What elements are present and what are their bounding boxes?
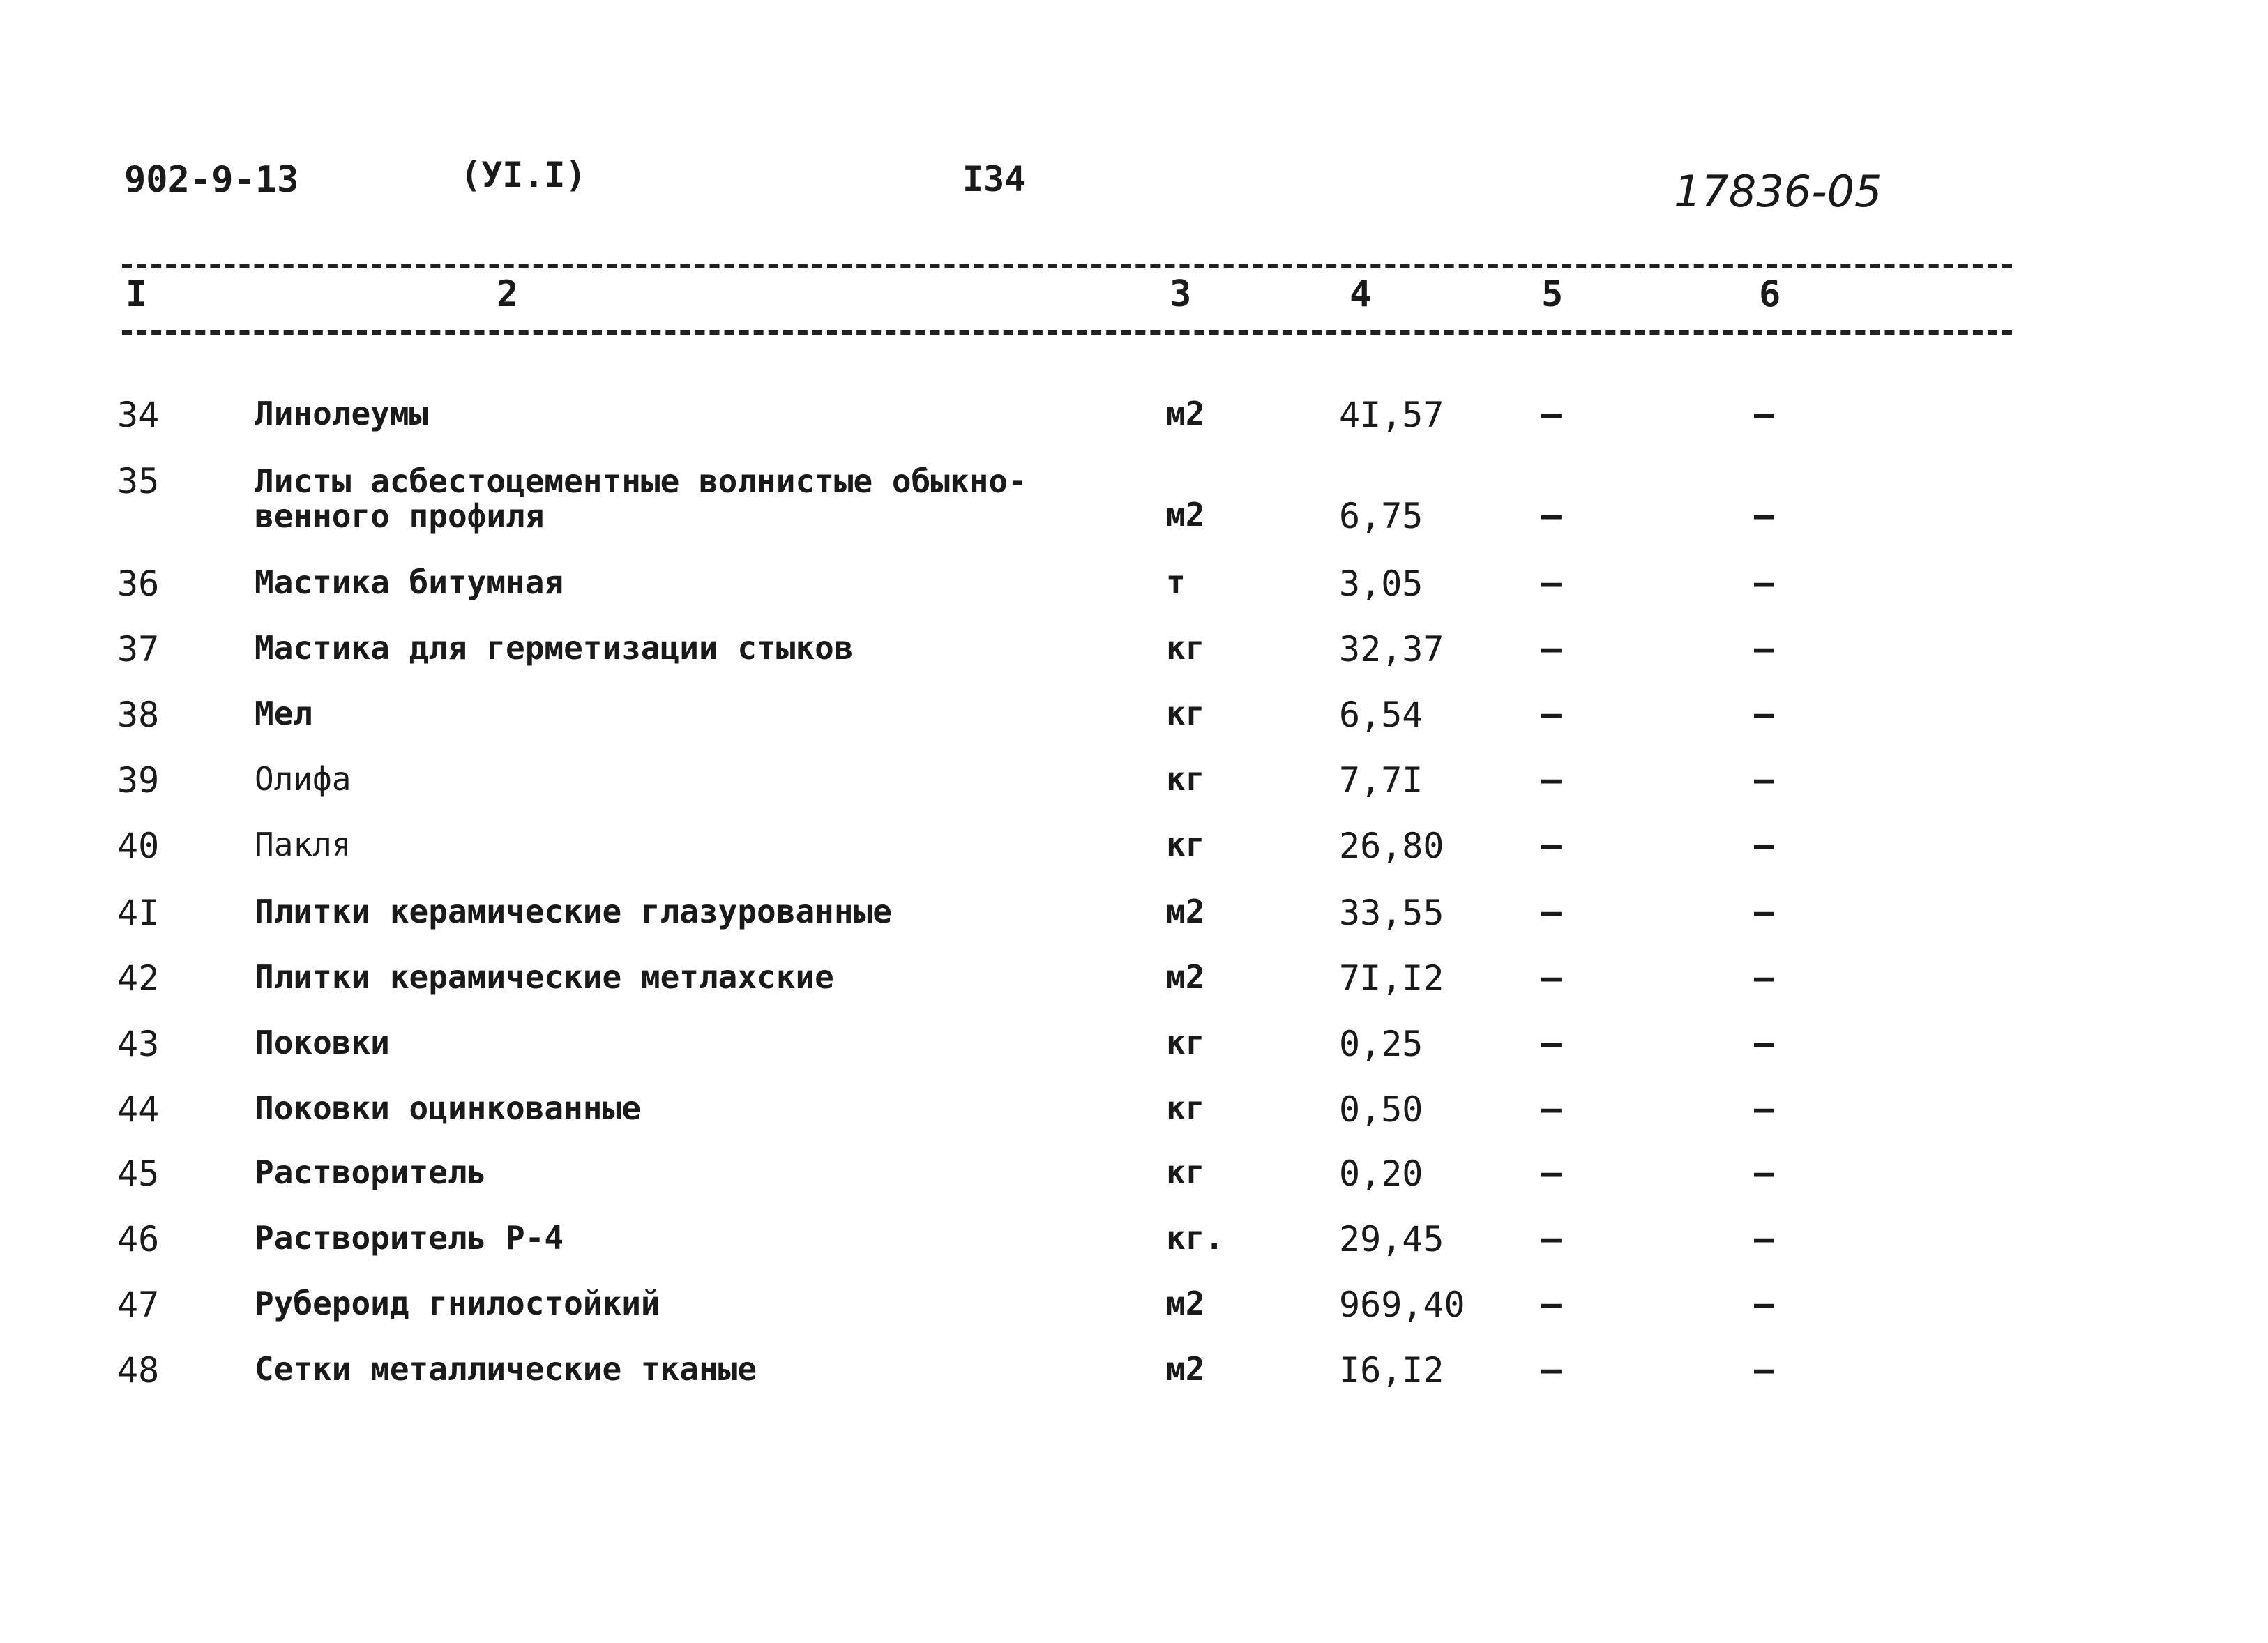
- doc-code: 902-9-13: [124, 159, 299, 201]
- quantity: 0,50: [1339, 1089, 1423, 1130]
- table-row: [0, 1153, 2268, 1219]
- row-number: 36: [117, 563, 160, 604]
- unit: кг: [1166, 1153, 1205, 1191]
- column-6-value: –: [1754, 958, 1774, 997]
- unit: кг: [1166, 1089, 1205, 1127]
- bottom-dashed-rule: [122, 330, 2012, 335]
- quantity: 3,05: [1339, 563, 1423, 604]
- column-5-value: –: [1541, 629, 1562, 668]
- column-header-4: 4: [1350, 273, 1372, 315]
- material-name: Растворитель Р-4: [255, 1219, 564, 1257]
- unit: м2: [1166, 496, 1205, 533]
- column-6-value: –: [1754, 893, 1774, 932]
- quantity: 29,45: [1339, 1219, 1444, 1259]
- section-code: (УI.I): [460, 155, 587, 195]
- column-6-value: –: [1754, 629, 1774, 668]
- column-5-value: –: [1541, 1153, 1562, 1192]
- unit: м2: [1166, 958, 1205, 996]
- column-5-value: –: [1541, 893, 1562, 932]
- row-number: 35: [117, 461, 160, 501]
- column-6-value: –: [1754, 395, 1774, 434]
- quantity: 26,80: [1339, 826, 1444, 866]
- column-header-1: I: [126, 273, 148, 315]
- material-name: Сетки металлические тканые: [255, 1350, 757, 1388]
- column-5-value: –: [1541, 826, 1562, 865]
- quantity: 0,25: [1339, 1024, 1423, 1064]
- unit: кг: [1166, 760, 1205, 798]
- column-6-value: –: [1754, 1285, 1774, 1324]
- material-name: Линолеумы: [255, 395, 429, 432]
- row-number: 48: [117, 1350, 160, 1391]
- column-5-value: –: [1541, 1024, 1562, 1063]
- row-number: 46: [117, 1219, 160, 1259]
- quantity: 32,37: [1339, 629, 1444, 669]
- quantity: 7I,I2: [1339, 958, 1444, 999]
- material-name: Мастика битумная: [255, 563, 564, 601]
- table-row: [0, 895, 2268, 958]
- material-name: Олифа: [255, 760, 351, 798]
- top-dashed-rule: [122, 264, 2012, 268]
- column-6-value: –: [1754, 826, 1774, 865]
- quantity: 0,20: [1339, 1153, 1423, 1194]
- row-number: 4I: [117, 893, 160, 933]
- row-number: 45: [117, 1153, 160, 1194]
- quantity: 33,55: [1339, 893, 1444, 933]
- material-name: Пакля: [255, 826, 351, 863]
- unit: м2: [1166, 395, 1205, 432]
- material-name: Растворитель: [255, 1153, 487, 1191]
- table-row: [0, 828, 2268, 891]
- quantity: 6,75: [1339, 496, 1423, 536]
- unit: м2: [1166, 1285, 1205, 1322]
- material-name: Плитки керамические метлахские: [255, 958, 834, 996]
- column-6-value: –: [1754, 496, 1774, 535]
- table-row: [0, 397, 2268, 460]
- unit: м2: [1166, 1350, 1205, 1388]
- table-row: [0, 461, 2268, 536]
- table-row: [0, 760, 2268, 826]
- column-5-value: –: [1541, 1219, 1562, 1258]
- row-number: 47: [117, 1285, 160, 1325]
- column-5-value: –: [1541, 695, 1562, 734]
- unit: кг: [1166, 826, 1205, 863]
- material-name: Листы асбестоцементные волнистые обыкно- венного профиля: [255, 462, 1027, 535]
- quantity: 4I,57: [1339, 395, 1444, 435]
- material-name: Мел: [255, 695, 313, 732]
- row-number: 34: [117, 395, 160, 435]
- column-header-5: 5: [1541, 273, 1564, 315]
- table-row: [0, 1024, 2268, 1089]
- column-header-3: 3: [1170, 273, 1192, 315]
- quantity: 6,54: [1339, 695, 1423, 735]
- unit: т: [1166, 563, 1186, 601]
- quantity: I6,I2: [1339, 1350, 1444, 1391]
- table-row: [0, 629, 2268, 695]
- column-5-value: –: [1541, 496, 1562, 535]
- table-row: [0, 1219, 2268, 1285]
- table-row: [0, 1287, 2268, 1350]
- unit: кг.: [1166, 1219, 1225, 1257]
- row-number: 39: [117, 760, 160, 801]
- archive-number: 17836-05: [1674, 166, 1882, 217]
- column-5-value: –: [1541, 1285, 1562, 1324]
- row-number: 38: [117, 695, 160, 735]
- page-number: I34: [962, 159, 1026, 199]
- column-5-value: –: [1541, 395, 1562, 434]
- row-number: 40: [117, 826, 160, 866]
- material-name: Поковки: [255, 1024, 390, 1061]
- column-header-2: 2: [497, 273, 519, 315]
- material-name: Мастика для герметизации стыков: [255, 629, 854, 667]
- unit: м2: [1166, 893, 1205, 930]
- quantity: 969,40: [1339, 1285, 1465, 1325]
- column-5-value: –: [1541, 1350, 1562, 1389]
- column-6-value: –: [1754, 563, 1774, 603]
- column-5-value: –: [1541, 563, 1562, 603]
- column-6-value: –: [1754, 695, 1774, 734]
- row-number: 44: [117, 1089, 160, 1130]
- quantity: 7,7I: [1339, 760, 1423, 801]
- column-6-value: –: [1754, 1350, 1774, 1389]
- column-5-value: –: [1541, 760, 1562, 799]
- column-header-6: 6: [1759, 273, 1781, 315]
- row-number: 43: [117, 1024, 160, 1064]
- column-5-value: –: [1541, 958, 1562, 997]
- column-5-value: –: [1541, 1089, 1562, 1128]
- material-name: Плитки керамические глазурованные: [255, 893, 892, 930]
- material-name: Поковки оцинкованные: [255, 1089, 641, 1127]
- row-number: 42: [117, 958, 160, 999]
- table-row: [0, 1089, 2268, 1155]
- table-row: [0, 1350, 2268, 1416]
- table-row: [0, 563, 2268, 629]
- column-6-value: –: [1754, 1024, 1774, 1063]
- material-name: Рубероид гнилостойкий: [255, 1285, 660, 1322]
- column-6-value: –: [1754, 1219, 1774, 1258]
- unit: кг: [1166, 1024, 1205, 1061]
- table-row: [0, 958, 2268, 1024]
- unit: кг: [1166, 695, 1205, 732]
- column-6-value: –: [1754, 1153, 1774, 1192]
- column-6-value: –: [1754, 760, 1774, 799]
- unit: кг: [1166, 629, 1205, 667]
- column-6-value: –: [1754, 1089, 1774, 1128]
- table-row: [0, 697, 2268, 760]
- row-number: 37: [117, 629, 160, 669]
